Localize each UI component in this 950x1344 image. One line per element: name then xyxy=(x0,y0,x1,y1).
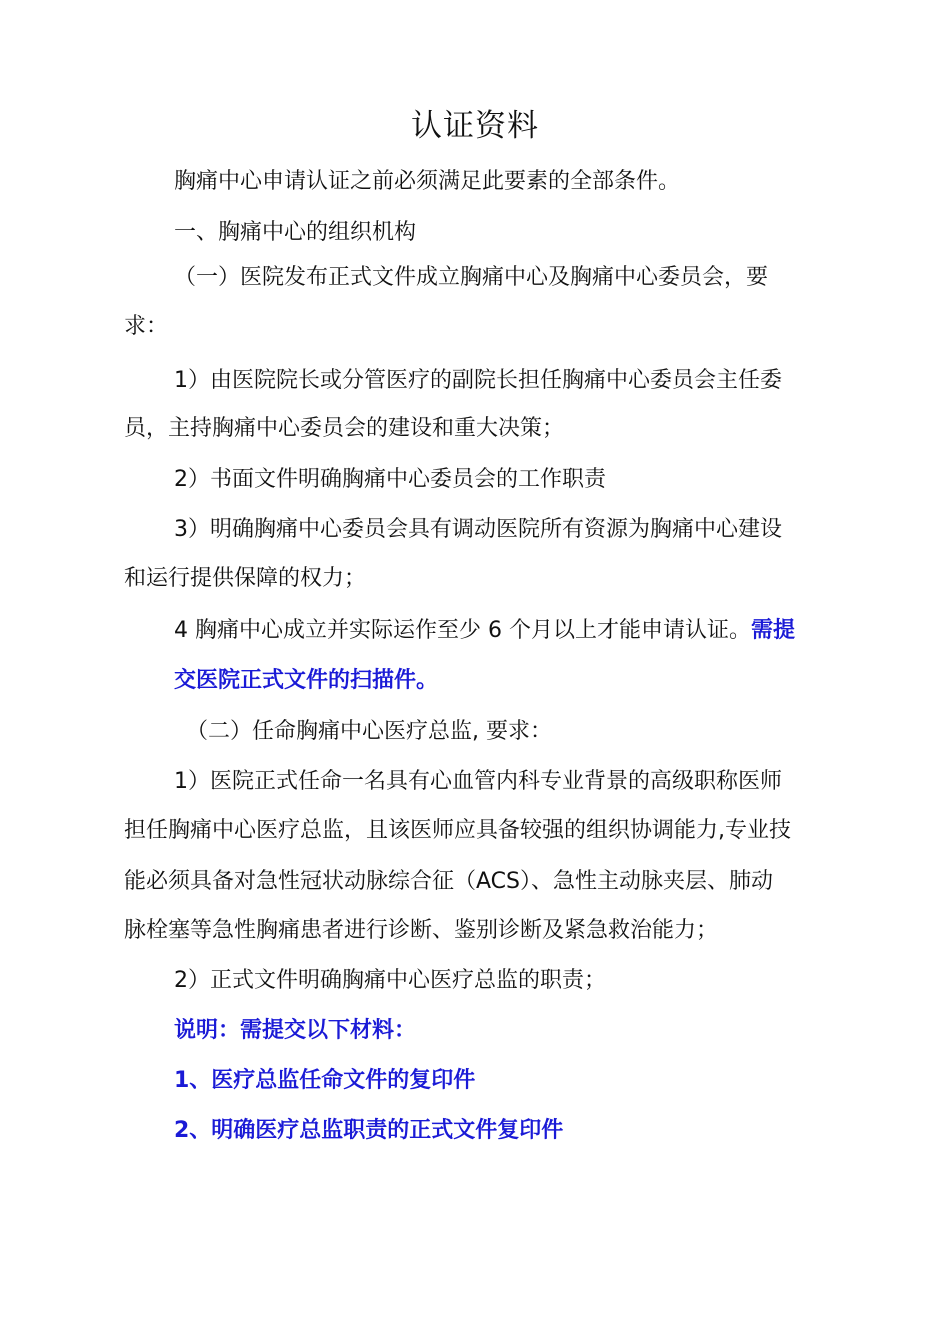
sub1-item4-line-a xyxy=(174,615,795,647)
sub2-item1-line-a: 1）医院正式任命一名具有心血管内科专业背景的高级职称医师 xyxy=(174,769,782,794)
materials-note-item-2: 2、明确医疗总监职责的正式文件复印件 xyxy=(174,1118,564,1143)
subsection-2-heading: （二）任命胸痛中心医疗总监, 要求： xyxy=(186,719,552,744)
sub1-item4-text: 4 胸痛中心成立并实际运作至少 6 个月以上才能申请认证。 xyxy=(174,618,751,643)
sub2-item1-line-b: 担任胸痛中心医疗总监，且该医师应具备较强的组织协调能力,专业技 xyxy=(124,818,791,843)
sub1-item3-line-a: 3）明确胸痛中心委员会具有调动医院所有资源为胸痛中心建设 xyxy=(174,517,782,542)
sub1-item2: 2）书面文件明确胸痛中心委员会的工作职责 xyxy=(174,467,606,492)
sub1-item4-note-a: 需提 xyxy=(750,618,795,643)
subsection-1-line-a: （一）医院发布正式文件成立胸痛中心及胸痛中心委员会，要 xyxy=(174,265,769,290)
sub1-item1-line-a: 1）由医院院长或分管医疗的副院长担任胸痛中心委员会主任委 xyxy=(174,368,782,393)
materials-note-heading: 说明：需提交以下材料： xyxy=(174,1018,417,1043)
materials-note-item-1: 1、医疗总监任命文件的复印件 xyxy=(174,1068,476,1093)
intro-paragraph: 胸痛中心申请认证之前必须满足此要素的全部条件。 xyxy=(174,169,681,194)
subsection-1-line-b: 求： xyxy=(124,314,169,339)
sub1-item4-note-b: 交医院正式文件的扫描件。 xyxy=(174,668,439,693)
sub1-item1-line-b: 员，主持胸痛中心委员会的建设和重大决策； xyxy=(124,416,565,441)
sub2-item1-line-c: 能必须具备对急性冠状动脉综合征（ACS）、急性主动脉夹层、肺动 xyxy=(124,869,773,894)
sub1-item3-line-b: 和运行提供保障的权力； xyxy=(124,566,367,591)
sub2-item1-line-d: 脉栓塞等急性胸痛患者进行诊断、鉴别诊断及紧急救治能力； xyxy=(124,918,719,943)
document-title: 认证资料 xyxy=(411,108,539,144)
section-heading-organization: 一、胸痛中心的组织机构 xyxy=(174,220,417,245)
sub2-item2: 2）正式文件明确胸痛中心医疗总监的职责； xyxy=(174,968,606,993)
